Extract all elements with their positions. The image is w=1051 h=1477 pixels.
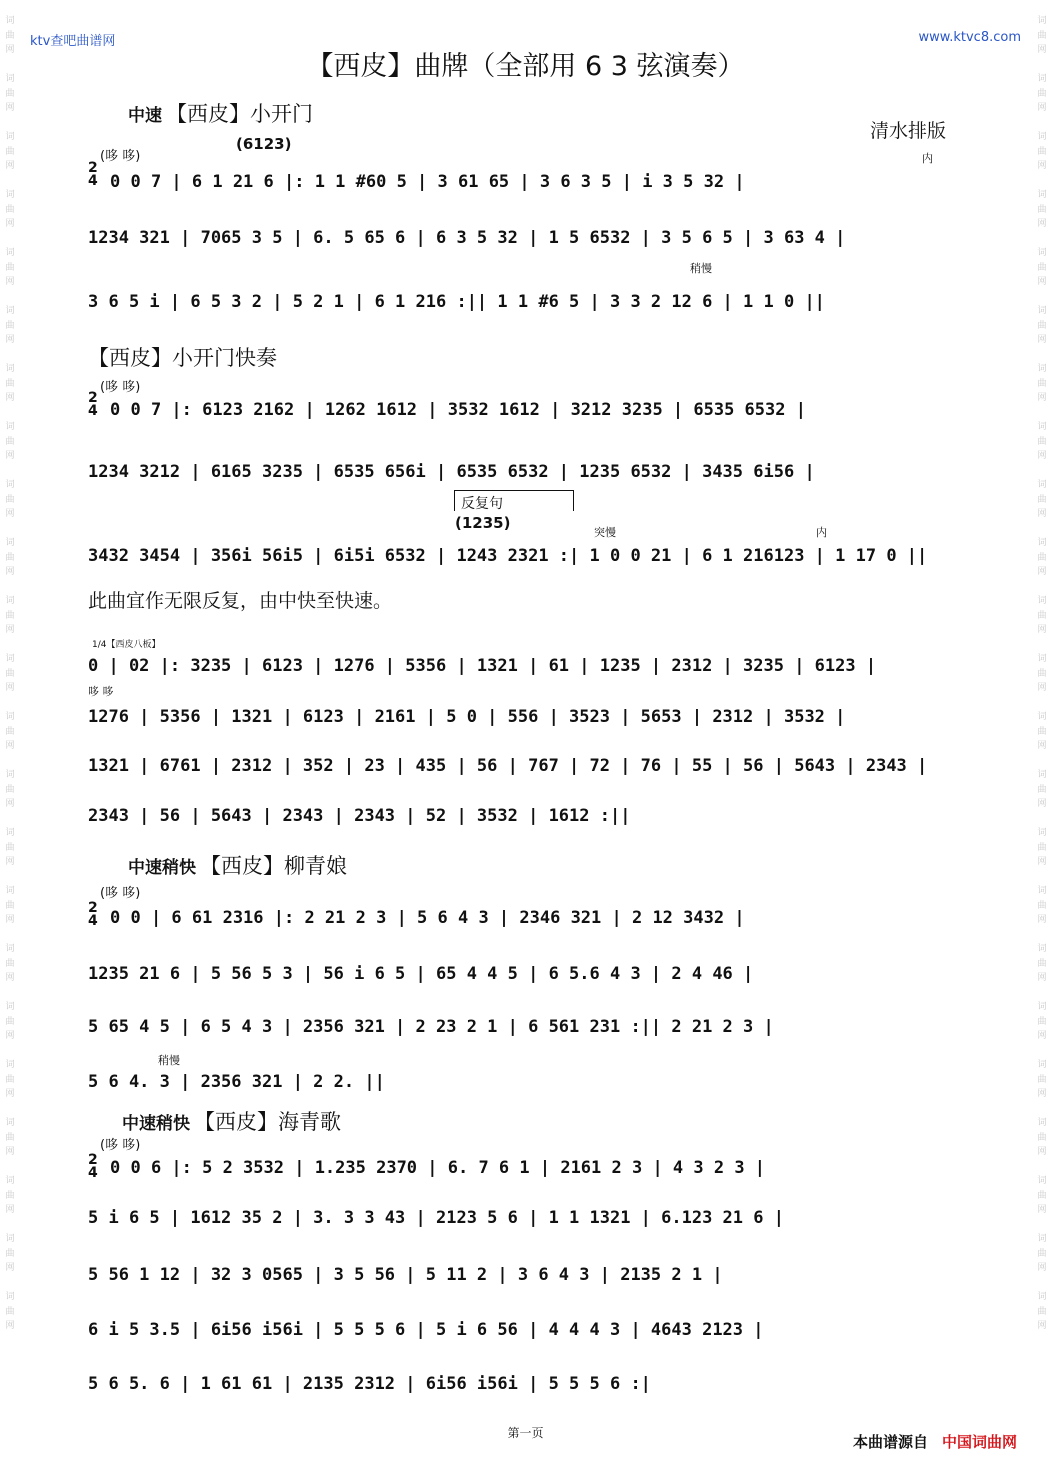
section-1-mark-inner: 内 [922, 152, 933, 165]
section-5-time-signature [88, 1154, 98, 1180]
section-2-line-2: 1234 3212 | 6165 3235 | 6535 656i | 6535 6532 | 1235 6532 | 3435 6i56 | [88, 462, 815, 482]
section-1-cry: (哆 哆) [100, 149, 141, 164]
section-2-time-signature [88, 392, 98, 418]
section-4-mark-slow: 稍慢 [158, 1054, 180, 1067]
section-5-tempo: 中速稍快 [122, 1114, 190, 1134]
section-1-name: 【西皮】小开门 [166, 102, 313, 126]
section-4-title [128, 850, 347, 880]
time-sig-bottom: 4 [88, 913, 98, 929]
section-1-intro-group: (6123) [236, 135, 292, 153]
section-1-line-1: 0 0 7 | 6 1 21 6 |: 1 1 #60 5 | 3 61 65 | 3 6 3 5 | i 3 5 32 | [110, 172, 745, 192]
time-sig-bottom: 4 [88, 403, 98, 419]
section-5-cry: (哆 哆) [100, 1138, 141, 1153]
section-2-title: 【西皮】小开门快奏 [88, 346, 277, 370]
section-5-line-3: 5 56 1 12 | 32 3 0565 | 3 5 56 | 5 11 2 | 3 6 4 3 | 2135 2 1 | [88, 1265, 723, 1285]
section-1-mark-slow: 稍慢 [690, 262, 712, 275]
section-4-time-signature [88, 902, 98, 928]
section-4-name: 【西皮】柳青娘 [200, 854, 347, 878]
section-4-tempo: 中速稍快 [128, 858, 196, 878]
site-name-header: ktv查吧曲谱网 [30, 34, 116, 49]
time-sig-top: 2 [88, 160, 98, 176]
section-2-cry: (哆 哆) [100, 380, 141, 395]
section-5-title [122, 1106, 341, 1136]
section-2-line-3: 3432 3454 | 356i 56i5 | 6i5i 6532 | 1243 2321 :| 1 0 0 21 | 6 1 216123 | 1 17 0 || [88, 546, 928, 566]
section-1-tempo: 中速 [128, 106, 162, 126]
section-4-line-4: 5 6 4. 3 | 2356 321 | 2 2. || [88, 1072, 385, 1092]
section-5-line-1: 0 0 6 |: 5 2 3532 | 1.235 2370 | 6. 7 6 1 | 2161 2 3 | 4 3 2 3 | [110, 1158, 766, 1178]
alt-ending-group: (1235) [455, 514, 511, 532]
source-credit [853, 1431, 1017, 1452]
time-sig-top: 2 [88, 390, 98, 406]
time-sig-bottom: 4 [88, 173, 98, 189]
page-title: 【西皮】曲牌（全部用 6 3 弦演奏） [306, 51, 745, 82]
section-3-line-1: 0 | 02 |: 3235 | 6123 | 1276 | 5356 | 1321 | 61 | 1235 | 2312 | 3235 | 6123 | [88, 656, 877, 676]
right-watermark: 词 曲 网 词 曲 网 词 曲 网 词 曲 网 词 曲 网 词 曲 网 词 曲 网 词 曲 网 词 曲 网 词 曲 网 词 曲 网 词 曲 网 词 曲 网 词 曲 网 词 曲 网 词 曲 网 词 曲 网 词 曲 网 词 曲 网 词 曲 网 词 曲 网 词 曲 网 词 曲 网 [1037, 16, 1047, 1331]
time-sig-top: 2 [88, 1152, 98, 1168]
section-1-line-3: 3 6 5 i | 6 5 3 2 | 5 2 1 | 6 1 216 :|| 1 1 #6 5 | 3 3 2 12 6 | 1 1 0 || [88, 292, 825, 312]
section-1-line-2: 1234 321 | 7065 3 5 | 6. 5 65 6 | 6 3 5 32 | 1 5 6532 | 3 5 6 5 | 3 63 4 | [88, 228, 846, 248]
section-5-line-2: 5 i 6 5 | 1612 35 2 | 3. 3 3 43 | 2123 5 6 | 1 1 1321 | 6.123 21 6 | [88, 1208, 784, 1228]
section-1-time-signature [88, 162, 98, 188]
performance-note: 此曲宜作无限反复，由中快至快速。 [88, 590, 393, 612]
section-5-name: 【西皮】海青歌 [194, 1110, 341, 1134]
section-4-line-3: 5 65 4 5 | 6 5 4 3 | 2356 321 | 2 23 2 1 | 6 561 231 :|| 2 21 2 3 | [88, 1017, 774, 1037]
section-3-cry: 哆 哆 [88, 685, 114, 698]
section-3-line-3: 1321 | 6761 | 2312 | 352 | 23 | 435 | 56 | 767 | 72 | 76 | 55 | 56 | 5643 | 2343 | [88, 756, 928, 776]
section-4-line-1: 0 0 | 6 61 2316 |: 2 21 2 3 | 5 6 4 3 | 2346 321 | 2 12 3432 | [110, 908, 745, 928]
section-2-line-1: 0 0 7 |: 6123 2162 | 1262 1612 | 3532 1612 | 3212 3235 | 6535 6532 | [110, 400, 806, 420]
section-2-mark-sudden-slow: 突慢 [594, 526, 616, 539]
section-3-line-4: 2343 | 56 | 5643 | 2343 | 2343 | 52 | 3532 | 1612 :|| [88, 806, 631, 826]
section-3-line-2: 1276 | 5356 | 1321 | 6123 | 2161 | 5 0 | 556 | 3523 | 5653 | 2312 | 3532 | [88, 707, 846, 727]
source-label: 本曲谱源自 [852, 1433, 928, 1451]
section-2-mark-inner: 内 [816, 526, 827, 539]
time-sig-bottom: 4 [88, 1165, 98, 1181]
section-5-line-5: 5 6 5. 6 | 1 61 61 | 2135 2312 | 6i56 i56i | 5 5 5 6 :| [88, 1374, 651, 1394]
section-4-line-2: 1235 21 6 | 5 56 5 3 | 56 i 6 5 | 65 4 4 5 | 6 5.6 4 3 | 2 4 46 | [88, 964, 754, 984]
source-site: 中国词曲网 [941, 1433, 1017, 1451]
section-3-title: 1/4【西皮八板】 [92, 640, 161, 650]
section-5-line-4: 6 i 5 3.5 | 6i56 i56i | 5 5 5 6 | 5 i 6 56 | 4 4 4 3 | 4643 2123 | [88, 1320, 764, 1340]
section-4-cry: (哆 哆) [100, 886, 141, 901]
left-watermark: 词 曲 网 词 曲 网 词 曲 网 词 曲 网 词 曲 网 词 曲 网 词 曲 网 词 曲 网 词 曲 网 词 曲 网 词 曲 网 词 曲 网 词 曲 网 词 曲 网 词 曲 网 词 曲 网 词 曲 网 词 曲 网 词 曲 网 词 曲 网 词 曲 网 词 曲 网 词 曲 网 [5, 16, 15, 1331]
section-1-title [128, 98, 313, 128]
time-sig-top: 2 [88, 900, 98, 916]
arranger-credit: 清水排版 [870, 120, 947, 142]
repeat-phrase-label: 反复句 [454, 490, 574, 511]
page-number: 第一页 [507, 1426, 544, 1440]
site-url-header: www.ktvc8.com [918, 30, 1021, 45]
